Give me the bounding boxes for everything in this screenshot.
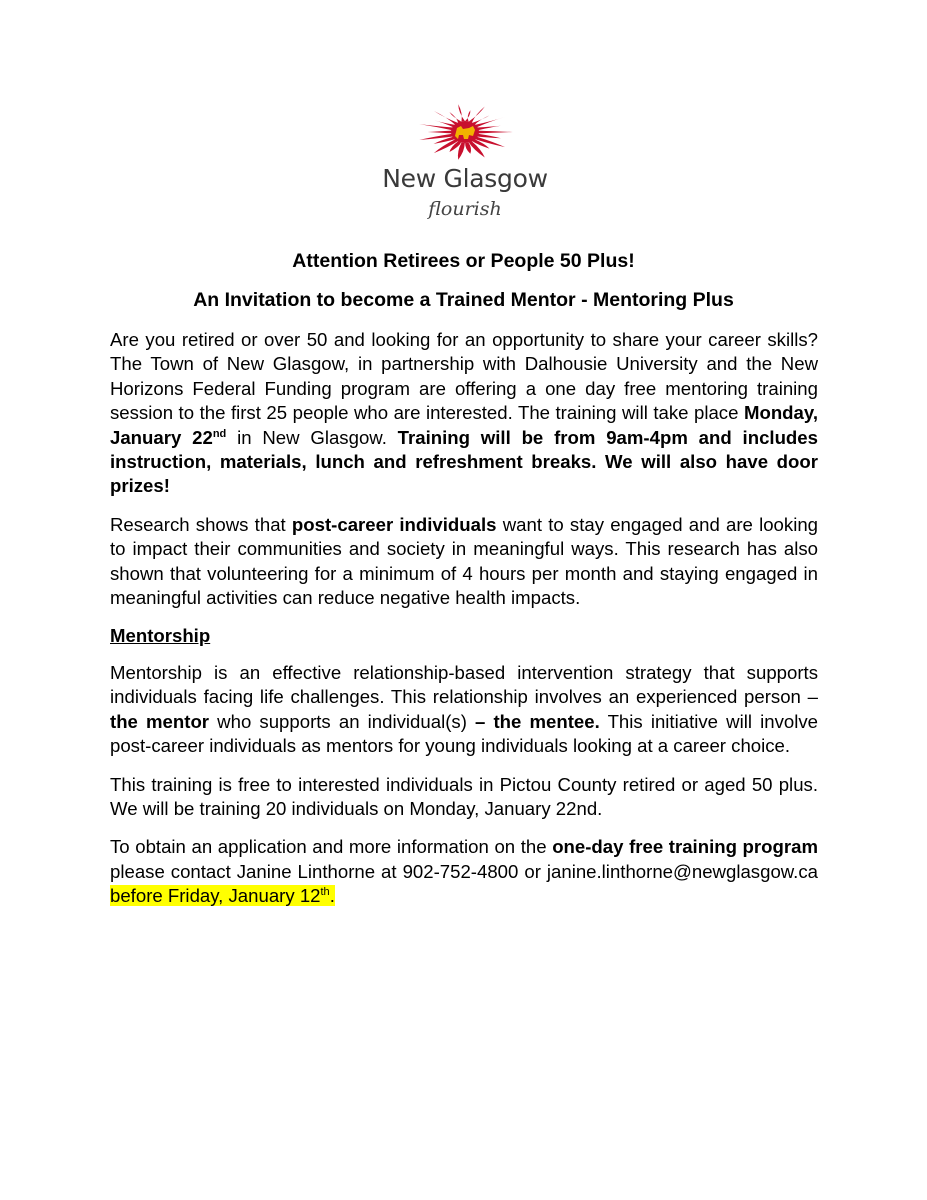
program-name: one-day free training program xyxy=(552,836,818,858)
sun-ray xyxy=(469,107,485,123)
mentorship-heading: Mentorship xyxy=(110,625,211,647)
training-date-suffix: nd xyxy=(212,427,227,440)
new-glasgow-logo xyxy=(370,102,560,232)
mentorship-paragraph xyxy=(110,661,818,759)
training-date-text: Monday, January 22 xyxy=(110,402,818,448)
contact-paragraph xyxy=(110,835,818,908)
sun-ray xyxy=(458,104,465,121)
sun-ray xyxy=(477,126,501,130)
deadline-suffix: th xyxy=(320,885,330,898)
research-emphasis: post-career individuals xyxy=(291,513,497,535)
deadline-highlight xyxy=(110,885,335,906)
mentorship-text-2: who supports an individual(s) xyxy=(209,710,476,732)
eligibility-paragraph: This training is free to interested individuals in Pictou County retired or aged 50 plus. We will be training 20 individuals on Monday, January 22nd. xyxy=(110,773,818,819)
document-body xyxy=(110,328,818,923)
sun-ray xyxy=(472,115,489,124)
sun-ray xyxy=(434,111,458,125)
sun-ray xyxy=(475,117,505,127)
logo-name: New Glasgow xyxy=(382,164,548,193)
research-text-start: Research shows that xyxy=(110,513,292,535)
research-paragraph xyxy=(110,513,818,611)
deadline-period: . xyxy=(329,885,335,907)
sun-ray xyxy=(419,124,453,130)
mentee-term: – the mentee. xyxy=(475,710,600,732)
intro-location: in New Glasgow. xyxy=(226,426,398,448)
mentor-term: the mentor xyxy=(110,710,210,732)
training-details: Training will be from 9am-4pm and includes instruction, materials, lunch and refreshment breaks. We will also have door prizes! xyxy=(110,426,818,497)
contact-details: please contact Janine Linthorne at 902-752-4800 or janine.linthorne@newglasgow.ca xyxy=(110,860,818,882)
sun-ray xyxy=(465,110,470,121)
mentorship-text-3: This initiative will involve post-career individuals as mentors for young individuals looking at a career choice. xyxy=(110,710,818,757)
research-text-end: want to stay engaged and are looking to impact their communities and society in meaningful ways. This research has also shown that volunteering for a minimum of 4 hours per month and staying engaged in meaningful activities can reduce negative health impacts. xyxy=(110,513,819,609)
page-subtitle: An Invitation to become a Trained Mentor - Mentoring Plus xyxy=(193,289,734,311)
deadline-text: before Friday, January 12 xyxy=(110,885,321,907)
sun-ray xyxy=(428,131,453,134)
page-title: Attention Retirees or People 50 Plus! xyxy=(292,250,635,272)
logo-tagline: flourish xyxy=(428,198,502,220)
intro-text: Are you retired or over 50 and looking for an opportunity to share your career skills? The Town of New Glasgow, in partnership with Dalhousie University and the New Horizons Federal Funding program are offering a one day free mentoring training session to the first 25 people who are interested. The training will take place xyxy=(110,329,818,424)
contact-text-start: To obtain an application and more information on the xyxy=(110,836,553,858)
mentorship-text-1: Mentorship is an effective relationship-based intervention strategy that supports individuals facing life challenges. This relationship involves an experienced person – xyxy=(110,661,818,708)
intro-paragraph xyxy=(110,328,818,499)
sun-ray xyxy=(477,134,501,138)
sun-lion-emblem-icon xyxy=(405,102,525,164)
sun-ray xyxy=(478,131,513,134)
